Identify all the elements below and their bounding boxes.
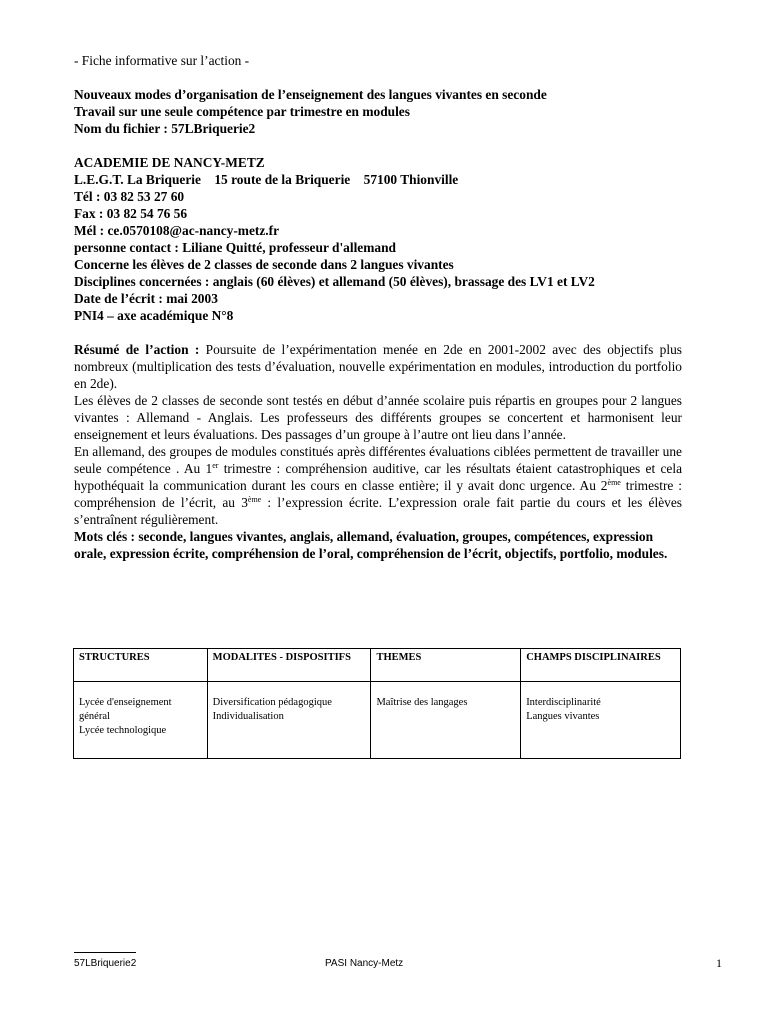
document-body <box>74 52 682 562</box>
header-themes: THEMES <box>371 649 521 682</box>
cell-structures <box>74 682 208 759</box>
keywords: Mots clés : seconde, langues vivantes, anglais, allemand, évaluation, groupes, compétences, expression orale, expression écrite, compréhension de l’oral, compréhension de l’écrit, objectifs, portfolio, modules. <box>74 529 668 561</box>
disciplines: Disciplines concernées : anglais (60 élèves) et allemand (50 élèves), brassage des LV1 et LV2 <box>74 274 595 289</box>
classification-table <box>73 648 681 759</box>
superscript-eme-2: ème <box>607 478 621 487</box>
table-row <box>74 682 681 759</box>
writing-date: Date de l’écrit : mai 2003 <box>74 291 218 306</box>
summary-paragraph-2: Les élèves de 2 classes de seconde sont testés en début d’année scolaire puis répartis en groupes pour 2 langues vivantes : Allemand - Anglais. Les professeurs des différents groupes se concertent et harmonisent leur enseignement et leurs évaluations. Des passages d’un groupe à l’autre ont lieu dans l’année. <box>74 393 682 442</box>
footer-organization: PASI Nancy-Metz <box>325 958 404 969</box>
document-title-2: Travail sur une seule compétence par trimestre en modules <box>74 104 410 119</box>
superscript-eme-3: ème <box>247 495 262 504</box>
superscript-er: er <box>212 461 219 470</box>
summary-label: Résumé de l’action : <box>74 342 200 357</box>
fax-number: Fax : 03 82 54 76 56 <box>74 206 188 221</box>
cell-themes <box>371 682 521 759</box>
cell-modalites <box>207 682 371 759</box>
cell-line: Lycée d'enseignement général <box>79 697 172 722</box>
cell-line: Langues vivantes <box>526 711 600 722</box>
summary-text-3d: : l’expression écrite. L’expression orale fait partie du cours et les élèves s’entraînent régulièrement. <box>74 495 682 527</box>
email-address: Mél : ce.0570108@ac-nancy-metz.fr <box>74 223 280 238</box>
summary-text-3b: trimestre : compréhension auditive, car les résultats étaient catastrophiques et cela hypothéquait la communication durant les cours en classe entière; il y avait donc urgence. Au 2 <box>74 461 683 493</box>
summary-paragraph-3 <box>74 443 682 528</box>
footer-divider <box>74 952 136 953</box>
concerned-students: Concerne les élèves de 2 classes de seconde dans 2 langues vivantes <box>74 257 454 272</box>
document-subtitle: - Fiche informative sur l’action - <box>74 53 250 68</box>
contact-person: personne contact : Liliane Quitté, professeur d'allemand <box>74 240 396 255</box>
summary-text-3a: En allemand, des groupes de modules constitués après différentes évaluations ciblées permettent de travailler une seule compétence . Au 1 <box>74 444 682 476</box>
cell-line: Lycée technologique <box>79 725 167 736</box>
pni-axis: PNI4 – axe académique N°8 <box>74 308 234 323</box>
cell-line: Interdisciplinarité <box>526 697 601 708</box>
cell-line: Individualisation <box>212 711 284 722</box>
summary-text-1: Poursuite de l’expérimentation menée en 2de en 2001-2002 avec des objectifs plus nombreux (multiplication des tests d’évaluation, nouvelle expérimentation en modules, introduction du portfolio en 2de). <box>74 342 682 391</box>
file-name: Nom du fichier : 57LBriquerie2 <box>74 121 256 136</box>
school-address: L.E.G.T. La Briquerie 15 route de la Briquerie 57100 Thionville <box>74 172 459 187</box>
footer-filename: 57LBriquerie2 <box>74 958 137 969</box>
summary-paragraph-1 <box>74 341 682 392</box>
header-champs: CHAMPS DISCIPLINAIRES <box>521 649 681 682</box>
cell-champs <box>521 682 681 759</box>
academy-name: ACADEMIE DE NANCY-METZ <box>74 155 265 170</box>
header-modalites: MODALITES - DISPOSITIFS <box>207 649 371 682</box>
document-title: Nouveaux modes d’organisation de l’enseignement des langues vivantes en seconde <box>74 87 547 102</box>
page-number: 1 <box>716 956 722 970</box>
table-header-row <box>74 649 681 682</box>
cell-line: Maîtrise des langages <box>376 697 468 708</box>
summary-text-3c: trimestre : compréhension de l’écrit, au 3 <box>74 478 682 510</box>
header-structures: STRUCTURES <box>74 649 208 682</box>
phone-number: Tél : 03 82 53 27 60 <box>74 189 185 204</box>
cell-line: Diversification pédagogique <box>212 697 332 708</box>
